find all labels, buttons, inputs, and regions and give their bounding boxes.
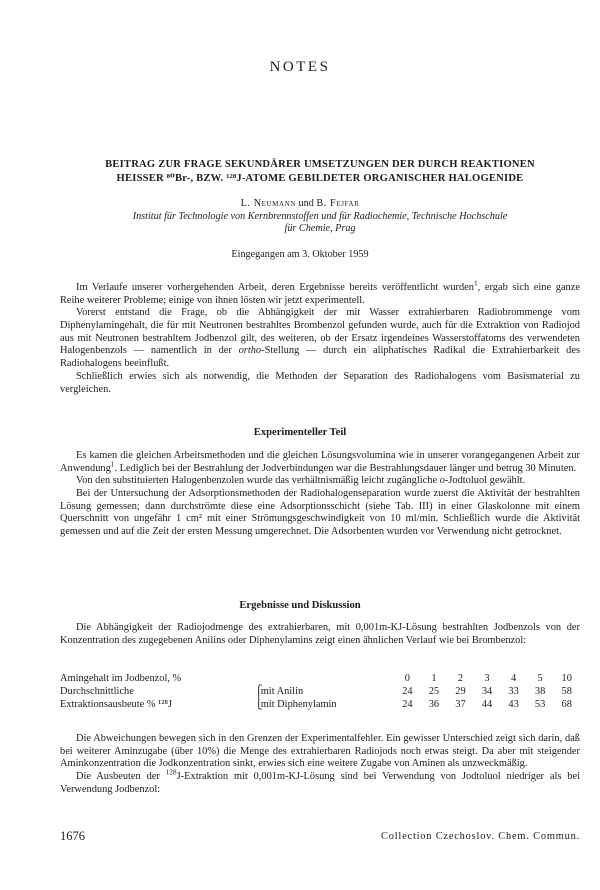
- title-line-1: BEITRAG ZUR FRAGE SEKUNDÄRER UMSETZUNGEN DER DURCH REAKTIONEN: [105, 159, 535, 170]
- results-paragraph-1: Die Abhängigkeit der Radiojodmenge des extrahierbaren, mit 0,001m-KJ-Lösung bestrahlten Jodbenzols von der Konzentration des zugegebenen Anilins oder Diphenylamins zeigt einen ähnlichen Verlauf wie bei Brombenzol:: [60, 622, 580, 646]
- intro-paragraph-2: Vorerst entstand die Frage, ob die Abhängigkeit der mit Wasser extrahierbaren Radiobrommenge vom Diphenylamingehalt, die für mit Neutronen bestrahltes Brombenzol gefunden wurde, auch für die Extraktion von Radiojod aus mit Neutronen bestrahltem Jodbenzol gilt, des weiteren, ob der Ersatz irgendeines Wasserstoffatoms des verwendeten Halogenbenzols — namentlich in der ortho-Stellung — durch ein aliphatisches Radikal die Extrahierbarkeit des Radiohalogens beeinflußt.: [60, 307, 580, 370]
- table-cell: 24: [402, 686, 413, 697]
- affiliation-line-2: für Chemie, Prag: [284, 223, 356, 235]
- brace-glyph: ⎧: [254, 686, 263, 697]
- intro-paragraph-3: Schließlich erwies sich als notwendig, die Methoden der Separation des Radiohalogens vom Basismaterial zu vergleichen.: [60, 370, 580, 395]
- table-cell: 44: [481, 699, 493, 710]
- section-heading-results: Ergebnisse und Diskussion: [239, 600, 361, 611]
- table-cell: 33: [508, 686, 519, 697]
- table-cell: 34: [481, 686, 493, 697]
- table-row-label: Amingehalt im Jodbenzol, %: [60, 673, 182, 684]
- author-conjunction: und: [298, 198, 314, 209]
- table-row-amine-content: [60, 672, 580, 685]
- experimental-section: [60, 450, 580, 539]
- table-row-label: Extraktionsausbeute % ¹²⁸J: [60, 699, 173, 710]
- table-cell: 5: [537, 673, 543, 684]
- table-cell: 0: [404, 673, 410, 684]
- table-cell: 37: [455, 699, 466, 710]
- results-paragraph-2: Die Abweichungen bewegen sich in den Grenzen der Experimentalfehler. Ein gewisser Unterschied zeigt sich darin, daß bei weiterer Aminzugabe (über 10%) die Menge des extrahierbaren Radiojods noch etwas steigt. Da aber mit steigender Aminkonzentration die Jodkonzentration sinkt, erwies sich eine weitere Zugabe von Aminen als unzweckmäßig.: [60, 733, 580, 770]
- article-title: [60, 158, 580, 186]
- author-1: L. Neumann: [240, 198, 296, 209]
- affiliation-line-1: Institut für Technologie von Kernbrennstoffen und für Radiochemie, Technische Hochschule: [132, 211, 508, 222]
- results-discussion: [60, 733, 580, 796]
- table-cell: 38: [534, 686, 546, 697]
- brace-glyph: ⎩: [254, 699, 263, 710]
- running-head: NOTES: [269, 59, 331, 75]
- table-cell: 25: [428, 686, 440, 697]
- intro-paragraph-1: Im Verlaufe unserer vorhergehenden Arbeit, deren Ergebnisse bereits veröffentlicht wurden$^1$, ergab sich eine ganze Reihe weiterer Probleme; einige von ihnen lösten wir jetzt experimentell.: [60, 279, 580, 306]
- results-table: [60, 672, 580, 711]
- table-cell: 36: [428, 699, 440, 710]
- table-cell: 10: [561, 673, 572, 684]
- isotope-mass-number: 128: [165, 768, 177, 777]
- experimental-paragraph-3: Bei der Untersuchung der Adsorptionsmethoden der Radiohalogenseparation wurde zuerst die Aktivität der bestrahlten Lösung gemessen; dann durchströmte diese eine Adsorptionsschicht (siehe Tab. III) in einer Glaskolonne mit einem Querschnitt von ungefähr 1 cm² mit einer Strömungsgeschwindigkeit von 10 ml/min. Schließlich wurde die Aktivität gemessen und auf die Zeit der ersten Messung umgerechnet. Die Adsorbenten wurden vor Verwendung nicht getrocknet.: [60, 488, 580, 538]
- experimental-paragraph-1: Es kamen die gleichen Arbeitsmethoden und die gleichen Lösungsvolumina wie in unserer vorangegangenen Arbeit zur Anwendung$^1$. Lediglich bei der Bestrahlung der Jodverbindungen war die Bestrahlungsdauer länger und betrug 30 Minuten.: [60, 450, 580, 474]
- authors: [0, 198, 600, 210]
- section-heading-experimental: Experimenteller Teil: [253, 427, 347, 438]
- table-cell: 29: [455, 686, 466, 697]
- table-cell: 53: [534, 699, 546, 710]
- journal-name: Collection Czechoslov. Chem. Commun.: [381, 831, 580, 842]
- experimental-paragraph-2: Von den substituierten Halogenbenzolen wurde das verhältnismäßig leicht zugängliche o-Jodtoluol gewählt.: [76, 475, 526, 487]
- table-cell: 58: [561, 686, 572, 697]
- table-row-sublabel: ⎩mit Diphenylamin: [254, 699, 337, 710]
- reference-marker: 1: [110, 460, 115, 469]
- author-2: B. Fejfar: [316, 198, 360, 209]
- page-number: 1676: [60, 829, 85, 843]
- table-row-aniline: [60, 685, 580, 698]
- title-line-2: HEISSER ⁸⁰Br-, BZW. ¹²⁸J-ATOME GEBILDETER ORGANISCHER HALOGENIDE: [116, 172, 524, 184]
- table-cell: 3: [484, 673, 490, 684]
- table-cell: 43: [508, 699, 519, 710]
- table-cell: 2: [457, 673, 464, 684]
- table-row-sublabel: ⎧mit Anilin: [254, 686, 304, 697]
- results-paragraph-3: Die Ausbeuten der $^{128}$J-Extraktion mit 0,001m-KJ-Lösung sind bei Verwendung von Jodtoluol niedriger als bei Verwendung Jodbenzol:: [60, 768, 580, 795]
- table-row-diphenylamine: [60, 698, 580, 711]
- reference-marker: 1: [473, 279, 478, 288]
- affiliation: [70, 211, 570, 236]
- intro-section: [60, 279, 580, 396]
- table-row-label: Durchschnittliche: [60, 686, 134, 697]
- received-date: Eingegangen am 3. Oktober 1959: [231, 249, 369, 260]
- table-cell: 68: [561, 699, 572, 710]
- table-cell: 1: [431, 673, 437, 684]
- table-cell: 24: [402, 699, 413, 710]
- table-cell: 4: [510, 673, 517, 684]
- results-intro: [60, 622, 580, 647]
